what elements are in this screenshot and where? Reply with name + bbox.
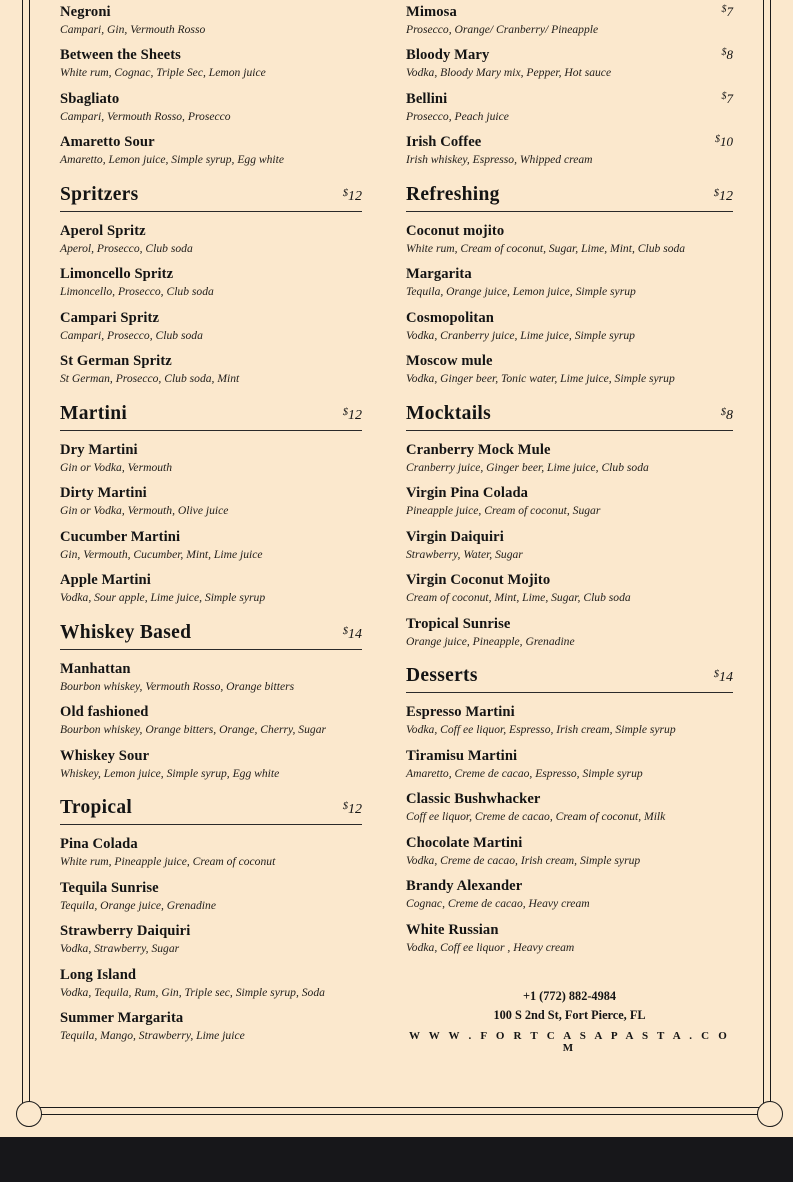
section-price: $12 <box>342 406 362 423</box>
menu-item-name: St German Spritz <box>60 353 172 370</box>
menu-item <box>60 923 362 956</box>
section-header <box>406 665 733 687</box>
menu-item-row <box>60 572 362 589</box>
section-divider <box>406 430 733 431</box>
menu-item-name: Negroni <box>60 4 111 20</box>
section-price: $12 <box>342 801 362 818</box>
menu-item-description: Vodka, Coff ee liquor, Espresso, Irish cream, Simple syrup <box>406 723 676 737</box>
menu-item-row <box>60 485 362 502</box>
menu-item <box>60 310 362 343</box>
menu-item-price: $10 <box>715 134 733 150</box>
section-title: Whiskey Based <box>60 621 192 643</box>
menu-item <box>406 442 733 475</box>
menu-item-name: Virgin Daiquiri <box>406 528 504 545</box>
menu-item <box>406 835 733 868</box>
menu-item-row <box>406 485 733 502</box>
menu-item <box>406 47 733 80</box>
menu-item-description: Orange juice, Pineapple, Grenadine <box>406 634 575 648</box>
menu-item-row <box>60 661 362 678</box>
menu-item-description: Amaretto, Creme de cacao, Espresso, Simple syrup <box>406 766 643 780</box>
menu-item <box>60 134 362 167</box>
menu-item-description: Bourbon whiskey, Vermouth Rosso, Orange bitters <box>60 679 295 693</box>
section-header <box>60 184 362 206</box>
menu-item-description: Campari, Prosecco, Club soda <box>60 328 203 342</box>
menu-item-row <box>60 529 362 546</box>
section-divider <box>60 211 362 212</box>
menu-item-name: Coconut mojito <box>406 222 505 239</box>
menu-item-description: Whiskey, Lemon juice, Simple syrup, Egg white <box>60 766 280 780</box>
menu-item-price: $7 <box>721 90 733 106</box>
menu-item-name: Espresso Martini <box>406 704 515 721</box>
menu-item-description: White rum, Cognac, Triple Sec, Lemon juice <box>60 66 266 80</box>
menu-item-name: Tequila Sunrise <box>60 879 159 896</box>
menu-item-name: Limoncello Spritz <box>60 266 174 283</box>
section-title: Tropical <box>60 797 133 819</box>
menu-item-name: Summer Margarita <box>60 1010 184 1027</box>
menu-item <box>60 47 362 80</box>
menu-item-row <box>60 266 362 283</box>
menu-item-name: Strawberry Daiquiri <box>60 923 191 940</box>
menu-item-description: Cranberry juice, Ginger beer, Lime juice, Club soda <box>406 460 649 474</box>
menu-item <box>406 572 733 605</box>
menu-item <box>60 572 362 605</box>
menu-item-row <box>60 880 362 897</box>
menu-item <box>60 1010 362 1043</box>
menu-item <box>406 748 733 781</box>
menu-item-row <box>406 4 733 21</box>
menu-item-row <box>60 967 362 984</box>
menu-item-row <box>406 791 733 808</box>
menu-item <box>406 485 733 518</box>
menu-item <box>60 223 362 256</box>
menu-item <box>406 353 733 386</box>
menu-item-row <box>406 572 733 589</box>
menu-item-description: Vodka, Bloody Mary mix, Pepper, Hot sauce <box>406 66 612 80</box>
menu-item <box>406 878 733 911</box>
menu-item-name: Whiskey Sour <box>60 747 150 764</box>
menu-item-description: Vodka, Ginger beer, Tonic water, Lime juice, Simple syrup <box>406 372 675 386</box>
menu-item-name: Virgin Pina Colada <box>406 485 529 502</box>
section-price: $8 <box>720 406 733 423</box>
menu-item-description: Tequila, Mango, Strawberry, Lime juice <box>60 1029 245 1043</box>
menu-item-row <box>60 836 362 853</box>
menu-item-row <box>406 616 733 633</box>
contact-address: 100 S 2nd St, Fort Pierce, FL <box>493 1008 646 1023</box>
menu-item <box>406 134 733 167</box>
menu-item <box>60 704 362 737</box>
menu-item-name: Chocolate Martini <box>406 834 523 851</box>
menu-item-name: Pina Colada <box>60 836 138 853</box>
menu-item-description: Gin, Vermouth, Cucumber, Mint, Lime juice <box>60 547 263 561</box>
menu-column-left <box>0 0 396 1054</box>
menu-item-row <box>406 442 733 459</box>
menu-item-description: Cognac, Creme de cacao, Heavy cream <box>406 897 590 911</box>
menu-item-row <box>60 223 362 240</box>
menu-item-name: Old fashioned <box>60 704 149 721</box>
section-header <box>60 403 362 425</box>
section-price: $12 <box>342 187 362 204</box>
menu-item-description: White rum, Pineapple juice, Cream of coconut <box>60 855 276 869</box>
menu-item-name: Bloody Mary <box>406 47 490 64</box>
menu-item-description: Strawberry, Water, Sugar <box>406 547 523 561</box>
menu-column-right <box>396 0 793 1054</box>
menu-item-description: St German, Prosecco, Club soda, Mint <box>60 372 240 386</box>
menu-item-name: White Russian <box>406 921 499 938</box>
menu-item-description: Tequila, Orange juice, Grenadine <box>60 898 216 912</box>
menu-item-row <box>406 134 733 151</box>
menu-item-row <box>60 47 362 64</box>
menu-item-row <box>406 529 733 546</box>
menu-item <box>60 91 362 124</box>
menu-item-name: Long Island <box>60 966 137 983</box>
menu-item <box>60 661 362 694</box>
menu-item-name: Amaretto Sour <box>60 134 155 151</box>
menu-item-description: Vodka, Creme de cacao, Irish cream, Simple syrup <box>406 853 641 867</box>
menu-item-name: Cosmopolitan <box>406 309 494 326</box>
menu-item-description: Campari, Vermouth Rosso, Prosecco <box>60 109 231 123</box>
menu-item-description: Coff ee liquor, Creme de cacao, Cream of coconut, Milk <box>406 810 666 824</box>
menu-item-description: White rum, Cream of coconut, Sugar, Lime, Mint, Club soda <box>406 241 686 255</box>
menu-item-description: Prosecco, Orange/ Cranberry/ Pineapple <box>406 23 599 36</box>
menu-item-row <box>406 704 733 721</box>
menu-item-row <box>60 923 362 940</box>
menu-item-row <box>60 4 362 21</box>
menu-item-description: Tequila, Orange juice, Lemon juice, Simple syrup <box>406 285 636 299</box>
footer-strip <box>0 1137 793 1182</box>
menu-item <box>406 4 733 37</box>
menu-item-name: Apple Martini <box>60 572 151 589</box>
menu-item-name: Tiramisu Martini <box>406 747 518 764</box>
menu-item-row <box>60 704 362 721</box>
menu-item-description: Pineapple juice, Cream of coconut, Sugar <box>406 504 601 518</box>
section-divider <box>60 649 362 650</box>
section-divider <box>406 211 733 212</box>
section-price: $12 <box>713 187 733 204</box>
menu-item-row <box>406 353 733 370</box>
menu-item <box>60 836 362 869</box>
menu-item-name: Dirty Martini <box>60 485 147 502</box>
menu-item-description: Prosecco, Peach juice <box>406 109 509 123</box>
section-title: Refreshing <box>406 183 500 205</box>
menu-item-name: Mimosa <box>406 4 457 20</box>
menu-item-description: Amaretto, Lemon juice, Simple syrup, Egg white <box>60 153 285 167</box>
menu-item-name: Dry Martini <box>60 441 138 458</box>
menu-item-name: Moscow mule <box>406 353 493 370</box>
section-title: Spritzers <box>60 183 139 205</box>
menu-item-name: Manhattan <box>60 660 131 677</box>
corner-ornament-bottom-left <box>16 1101 42 1127</box>
menu-item-name: Margarita <box>406 266 472 283</box>
menu-item-row <box>406 310 733 327</box>
menu-item-name: Irish Coffee <box>406 134 482 151</box>
menu-item <box>60 442 362 475</box>
menu-item-row <box>60 134 362 151</box>
section-header <box>406 184 733 206</box>
menu-item-name: Virgin Coconut Mojito <box>406 572 551 589</box>
menu-item <box>60 266 362 299</box>
menu-item-row <box>60 1010 362 1027</box>
menu-item <box>60 353 362 386</box>
menu-item-description: Cream of coconut, Mint, Lime, Sugar, Club soda <box>406 591 631 605</box>
contact-phone[interactable]: +1 (772) 882-4984 <box>522 989 617 1004</box>
menu-item-row <box>406 47 733 64</box>
menu-item <box>60 4 362 37</box>
menu-item-name: Classic Bushwhacker <box>406 791 541 808</box>
menu-item <box>60 485 362 518</box>
menu-item-row <box>60 310 362 327</box>
section-price: $14 <box>342 625 362 642</box>
menu-item <box>60 967 362 1000</box>
menu-item-description: Irish whiskey, Espresso, Whipped cream <box>406 153 593 167</box>
menu-item <box>406 529 733 562</box>
menu-item-description: Bourbon whiskey, Orange bitters, Orange, Cherry, Sugar <box>60 723 326 737</box>
menu-item-row <box>406 748 733 765</box>
menu-item <box>406 91 733 124</box>
section-header <box>60 622 362 644</box>
menu-item-row <box>406 266 733 283</box>
menu-item-name: Brandy Alexander <box>406 878 523 895</box>
menu-item-row <box>406 223 733 240</box>
menu-item-row <box>406 835 733 852</box>
menu-item-description: Limoncello, Prosecco, Club soda <box>60 285 214 299</box>
menu-item-description: Aperol, Prosecco, Club soda <box>60 241 193 255</box>
menu-item-description: Gin or Vodka, Vermouth <box>60 460 173 474</box>
section-title: Mocktails <box>406 402 492 424</box>
menu-item-name: Cucumber Martini <box>60 528 181 545</box>
menu-item-row <box>406 922 733 939</box>
menu-item <box>406 922 733 955</box>
menu-item-description: Gin or Vodka, Vermouth, Olive juice <box>60 504 229 518</box>
menu-item <box>406 310 733 343</box>
menu-item-name: Bellini <box>406 90 448 107</box>
menu-item-description: Vodka, Tequila, Rum, Gin, Triple sec, Simple syrup, Soda <box>60 985 325 999</box>
menu-item-price: $8 <box>721 47 733 63</box>
section-title: Martini <box>60 402 128 424</box>
section-header <box>406 403 733 425</box>
menu-item-description: Vodka, Coff ee liquor , Heavy cream <box>406 940 575 954</box>
section-price: $14 <box>713 669 733 686</box>
menu-item <box>406 266 733 299</box>
menu-item <box>406 616 733 649</box>
menu-item-price: $7 <box>721 4 733 19</box>
section-divider <box>406 692 733 693</box>
menu-item-name: Sbagliato <box>60 90 120 107</box>
menu-item <box>406 704 733 737</box>
menu-item-row <box>406 91 733 108</box>
menu-item-name: Tropical Sunrise <box>406 615 511 632</box>
section-divider <box>60 824 362 825</box>
contact-website[interactable]: W W W . F O R T C A S A P A S T A . C O M <box>409 1030 730 1055</box>
section-header <box>60 797 362 819</box>
menu-item-row <box>60 748 362 765</box>
menu-item-description: Campari, Gin, Vermouth Rosso <box>60 23 206 36</box>
menu-item-row <box>60 353 362 370</box>
menu-item-description: Vodka, Cranberry juice, Lime juice, Simple syrup <box>406 328 635 342</box>
section-divider <box>60 430 362 431</box>
menu-item-name: Aperol Spritz <box>60 222 146 239</box>
menu-item <box>406 791 733 824</box>
menu-item <box>60 529 362 562</box>
corner-ornament-bottom-right <box>757 1101 783 1127</box>
menu-item-description: Vodka, Strawberry, Sugar <box>60 942 180 956</box>
menu-item-row <box>406 878 733 895</box>
menu-item <box>60 748 362 781</box>
section-title: Desserts <box>406 665 478 687</box>
menu-item-row <box>60 91 362 108</box>
menu-item <box>60 880 362 913</box>
menu-item <box>406 223 733 256</box>
menu-item-row <box>60 442 362 459</box>
menu-item-description: Vodka, Sour apple, Lime juice, Simple syrup <box>60 591 266 605</box>
menu-item-name: Between the Sheets <box>60 47 181 64</box>
menu-item-name: Cranberry Mock Mule <box>406 441 551 458</box>
menu-item-name: Campari Spritz <box>60 309 160 326</box>
contact-block <box>406 989 733 1054</box>
